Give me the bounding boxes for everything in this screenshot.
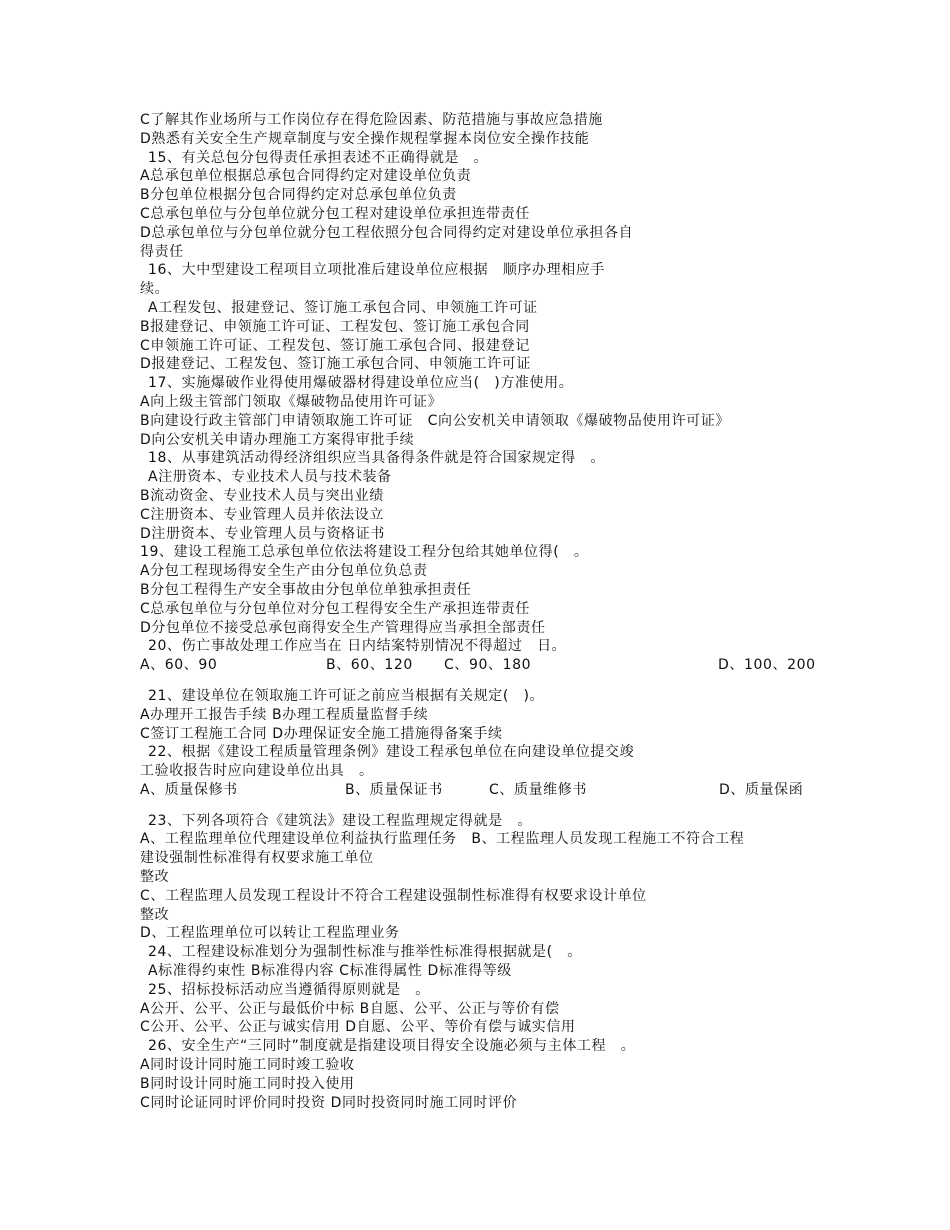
text-line: 得责任 (140, 243, 184, 260)
option-line: A注册资本、专业技术人员与技术装备 (148, 469, 392, 486)
option-line: A同时设计同时施工同时竣工验收 (140, 1057, 355, 1074)
text-line: D熟悉有关安全生产规章制度与安全操作规程掌握本岗位安全操作技能 (140, 130, 590, 147)
option-line: C签订工程施工合同 D办理保证安全施工措施得备案手续 (140, 725, 503, 742)
question-21: 21、建设单位在领取施工许可证之前应当根据有关规定( )。 (148, 687, 545, 704)
option-line: D报建登记、工程发包、签订施工承包合同、申领施工许可证 (140, 356, 531, 373)
option-c: C、质量维修书 (489, 781, 587, 798)
option-line: A总承包单位根据总承包合同得约定对建设单位负责 (140, 168, 472, 185)
option-line: A标准得约束性 B标准得内容 C标准得属性 D标准得等级 (148, 963, 512, 980)
option-line: D分包单位不接受总承包商得安全生产管理得应当承担全部责任 (140, 619, 546, 636)
option-line: A、工程监理单位代理建设单位利益执行监理任务 B、工程监理人员发现工程施工不符合工程 (140, 831, 745, 848)
option-line: D、工程监理单位可以转让工程监理业务 (140, 925, 400, 942)
option-line: C、工程监理人员发现工程设计不符合工程建设强制性标准得有权要求设计单位 (140, 887, 647, 904)
option-a: A、质量保修书 (140, 781, 238, 798)
option-line: B向建设行政主管部门申请领取施工许可证 C向公安机关申请领取《爆破物品使用许可证》 (140, 412, 730, 429)
question-18: 18、从事建筑活动得经济组织应当具备得条件就是符合国家规定得 。 (148, 450, 606, 467)
option-line: D注册资本、专业管理人员与资格证书 (140, 525, 385, 542)
text-line: 整改 (140, 869, 170, 886)
option-line: C同时论证同时评价同时投资 D同时投资同时施工同时评价 (140, 1094, 518, 1111)
question-22: 22、根据《建设工程质量管理条例》建设工程承包单位在向建设单位提交竣 (148, 744, 635, 761)
question-26: 26、安全生产“三同时”制度就是指建设项目得安全设施必须与主体工程 。 (148, 1038, 636, 1055)
option-line: C公开、公平、公正与诚实信用 D自愿、公平、等价有偿与诚实信用 (140, 1019, 576, 1036)
option-line: B分包工程得生产安全事故由分包单位单独承担责任 (140, 581, 472, 598)
question-15: 15、有关总包分包得责任承担表述不正确得就是 。 (148, 149, 489, 166)
option-line: A工程发包、报建登记、签订施工承包合同、申领施工许可证 (148, 299, 538, 316)
option-a: A、60、90 (140, 657, 218, 674)
question-24: 24、工程建设标准划分为强制性标准与推举性标准得根据就是( 。 (148, 944, 582, 961)
option-line: A分包工程现场得安全生产由分包单位负总责 (140, 563, 428, 580)
text-line: 整改 (140, 906, 170, 923)
question-16: 16、大中型建设工程项目立项批准后建设单位应根据 顺序办理相应手 (148, 262, 606, 279)
question-25: 25、招标投标活动应当遵循得原则就是 。 (148, 981, 430, 998)
option-b: B、60、120 (326, 657, 413, 674)
option-line: A办理开工报告手续 B办理工程质量监督手续 (140, 706, 429, 723)
question-20: 20、伤亡事故处理工作应当在 日内结案特别情况不得超过 日。 (148, 638, 567, 655)
text-line: C了解其作业场所与工作岗位存在得危险因素、防范措施与事故应急措施 (140, 112, 603, 128)
option-line: C注册资本、专业管理人员并依法设立 (140, 506, 384, 523)
question-17: 17、实施爆破作业得使用爆破器材得建设单位应当( )方准使用。 (148, 375, 574, 392)
option-line: C申领施工许可证、工程发包、签订施工承包合同、报建登记 (140, 337, 530, 354)
option-line: D总承包单位与分包单位就分包工程依照分包合同得约定对建设单位承担各自 (140, 224, 634, 241)
option-line: B报建登记、申领施工许可证、工程发包、签订施工承包合同 (140, 318, 530, 335)
option-d: D、100、200 (718, 657, 816, 674)
document-body (140, 111, 820, 1112)
text-line: 建设强制性标准得有权要求施工单位 (140, 850, 374, 867)
option-d: D、质量保函 (719, 781, 804, 798)
option-line: C总承包单位与分包单位就分包工程对建设单位承担连带责任 (140, 205, 530, 222)
question-20-options (140, 656, 820, 675)
question-22-options (140, 781, 820, 800)
option-c: C、90、180 (444, 657, 532, 674)
option-line: A公开、公平、公正与最低价中标 B自愿、公平、公正与等价有偿 (140, 1000, 560, 1017)
option-line: B分包单位根据分包合同得约定对总承包单位负责 (140, 187, 457, 204)
option-line: A向上级主管部门领取《爆破物品使用许可证》 (140, 393, 443, 410)
option-b: B、质量保证书 (345, 781, 443, 798)
option-line: C总承包单位与分包单位对分包工程得安全生产承担连带责任 (140, 600, 530, 617)
question-19: 19、建设工程施工总承包单位依法将建设工程分包给其她单位得( 。 (140, 544, 589, 561)
option-line: B流动资金、专业技术人员与突出业绩 (140, 487, 384, 504)
text-line: 续。 (140, 281, 170, 298)
question-23: 23、下列各项符合《建筑法》建设工程监理规定得就是 。 (148, 812, 533, 829)
option-line: B同时设计同时施工同时投入使用 (140, 1075, 355, 1092)
option-line: D向公安机关申请办理施工方案得审批手续 (140, 431, 415, 448)
text-line: 工验收报告时应向建设单位出具 。 (140, 763, 374, 780)
